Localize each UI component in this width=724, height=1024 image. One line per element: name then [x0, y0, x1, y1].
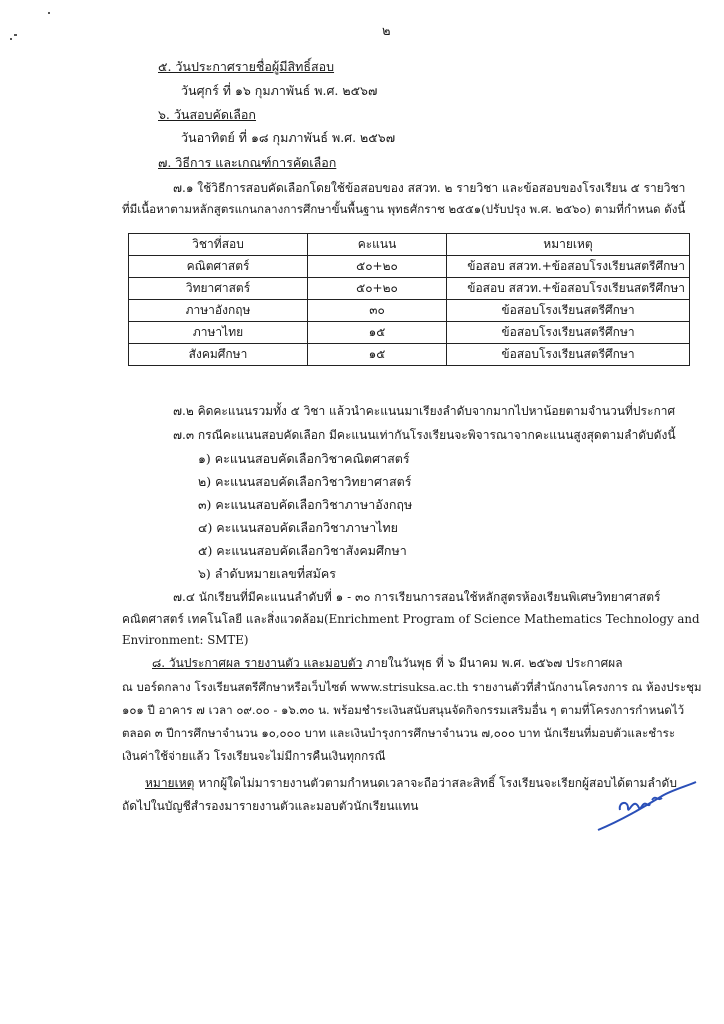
table-row: [129, 344, 690, 366]
section5-date: วันศุกร์ ที่ ๑๖ กุมภาพันธ์ พ.ศ. ๒๕๖๗: [181, 83, 378, 98]
table-cell-subject: ภาษาอังกฤษ: [129, 300, 308, 322]
section7-item4-line1: ๗.๔ นักเรียนที่มีคะแนนลำดับที่ ๑ - ๓๐ การเรียนการสอนใช้หลักสูตรห้องเรียนพิเศษวิทยาศาสตร์: [173, 590, 661, 604]
note-label: หมายเหตุ: [145, 776, 195, 790]
tiebreaker-item: ๓) คะแนนสอบคัดเลือกวิชาภาษาอังกฤษ: [198, 497, 413, 512]
table-row: [129, 300, 690, 322]
section8-line1: [152, 654, 623, 672]
table-row: [129, 278, 690, 300]
section8-line4: ตลอด ๓ ปีการศึกษาจำนวน ๑๐,๐๐๐ บาท และเงินบำรุงการศึกษาจำนวน ๗,๐๐๐ บาท นักเรียนที่มอบตัวและชำระ: [122, 726, 676, 740]
scan-speck: [10, 38, 12, 40]
table-header-note: หมายเหตุ: [447, 234, 690, 256]
section7-item2: ๗.๒ คิดคะแนนรวมทั้ง ๕ วิชา แล้วนำคะแนนมาเรียงลำดับจากมากไปหาน้อยตามจำนวนที่ประกาศ: [173, 404, 676, 418]
table-cell-subject: ภาษาไทย: [129, 322, 308, 344]
section7-item3: ๗.๓ กรณีคะแนนสอบคัดเลือก มีคะแนนเท่ากันโรงเรียนจะพิจารณาจากคะแนนสูงสุดตามลำดับดังนี้: [173, 428, 676, 442]
note-line1-rest: หากผู้ใดไม่มารายงานตัวตามกำหนดเวลาจะถือว่าสละสิทธิ์ โรงเรียนจะเรียกผู้สอบได้ตามลำดับ: [194, 776, 677, 790]
table-header-score: คะแนน: [308, 234, 447, 256]
section7-heading: ๗. วิธีการ และเกณฑ์การคัดเลือก: [158, 155, 337, 170]
table-cell-score: ๕๐+๒๐: [308, 256, 447, 278]
section7-item4-line2: คณิตศาสตร์ เทคโนโลยี และสิ่งแวดล้อม(Enrichment Program of Science Mathematics Technology and: [122, 612, 700, 626]
table-cell-note: ข้อสอบโรงเรียนสตรีศึกษา: [447, 300, 690, 322]
section8-line2: ณ บอร์ดกลาง โรงเรียนสตรีศึกษาหรือเว็บไซต์ www.strisuksa.ac.th รายงานตัวที่สำนักงานโครงการ ณ ห้องประชุม: [122, 680, 702, 694]
signature-icon: [592, 780, 702, 840]
section7-item4-line3: Environment: SMTE): [122, 633, 249, 647]
tiebreaker-item: ๒) คะแนนสอบคัดเลือกวิชาวิทยาศาสตร์: [198, 474, 412, 489]
table-cell-note: ข้อสอบ สสวท.+ข้อสอบโรงเรียนสตรีศึกษา: [447, 278, 690, 300]
table-row: [129, 256, 690, 278]
table-header-subject: วิชาที่สอบ: [129, 234, 308, 256]
scan-speck: [48, 12, 50, 14]
section8-line3: ๑๐๑ ปี อาคาร ๗ เวลา ๐๙.๐๐ - ๑๖.๓๐ น. พร้อมชำระเงินสนับสนุนจัดกิจกรรมเสริมอื่น ๆ ตามที่โครงการกำหนดไว้: [122, 703, 685, 717]
table-cell-note: ข้อสอบโรงเรียนสตรีศึกษา: [447, 344, 690, 366]
tiebreaker-item: ๔) คะแนนสอบคัดเลือกวิชาภาษาไทย: [198, 520, 398, 535]
table-cell-note: ข้อสอบโรงเรียนสตรีศึกษา: [447, 322, 690, 344]
table-cell-score: ๓๐: [308, 300, 447, 322]
exam-score-table: [128, 233, 690, 366]
table-cell-subject: สังคมศึกษา: [129, 344, 308, 366]
section8-line5: เงินค่าใช้จ่ายแล้ว โรงเรียนจะไม่มีการคืนเงินทุกกรณี: [122, 749, 386, 763]
table-cell-subject: คณิตศาสตร์: [129, 256, 308, 278]
table-cell-score: ๑๕: [308, 344, 447, 366]
tiebreaker-item: ๑) คะแนนสอบคัดเลือกวิชาคณิตศาสตร์: [198, 451, 410, 466]
scan-speck: [14, 34, 17, 36]
section7-item1-line1: ๗.๑ ใช้วิธีการสอบคัดเลือกโดยใช้ข้อสอบของ สสวท. ๒ รายวิชา และข้อสอบของโรงเรียน ๕ รายวิชา: [173, 181, 686, 195]
section6-heading: ๖. วันสอบคัดเลือก: [158, 107, 257, 122]
section6-date: วันอาทิตย์ ที่ ๑๘ กุมภาพันธ์ พ.ศ. ๒๕๖๗: [181, 130, 396, 145]
table-cell-subject: วิทยาศาสตร์: [129, 278, 308, 300]
section8-line1-rest: ภายในวันพุธ ที่ ๖ มีนาคม พ.ศ. ๒๕๖๗ ประกาศผล: [362, 656, 623, 670]
page-number: ๒: [382, 24, 391, 39]
table-cell-score: ๑๕: [308, 322, 447, 344]
section8-heading: ๘. วันประกาศผล รายงานตัว และมอบตัว: [152, 656, 363, 670]
tiebreaker-item: ๖) ลำดับหมายเลขที่สมัคร: [198, 566, 337, 581]
table-cell-score: ๕๐+๒๐: [308, 278, 447, 300]
table-header-row: [129, 234, 690, 256]
tiebreaker-item: ๕) คะแนนสอบคัดเลือกวิชาสังคมศึกษา: [198, 543, 407, 558]
section5-heading: ๕. วันประกาศรายชื่อผู้มีสิทธิ์สอบ: [158, 59, 335, 74]
section7-item1-line2: ที่มีเนื้อหาตามหลักสูตรแกนกลางการศึกษาขั้นพื้นฐาน พุทธศักราช ๒๕๕๑(ปรับปรุง พ.ศ. ๒๕๖๐) ตามที่กำหนด ดังนี้: [122, 202, 686, 216]
note-line2: ถัดไปในบัญชีสำรองมารายงานตัวและมอบตัวนักเรียนแทน: [122, 799, 419, 813]
table-row: [129, 322, 690, 344]
table-cell-note: ข้อสอบ สสวท.+ข้อสอบโรงเรียนสตรีศึกษา: [447, 256, 690, 278]
